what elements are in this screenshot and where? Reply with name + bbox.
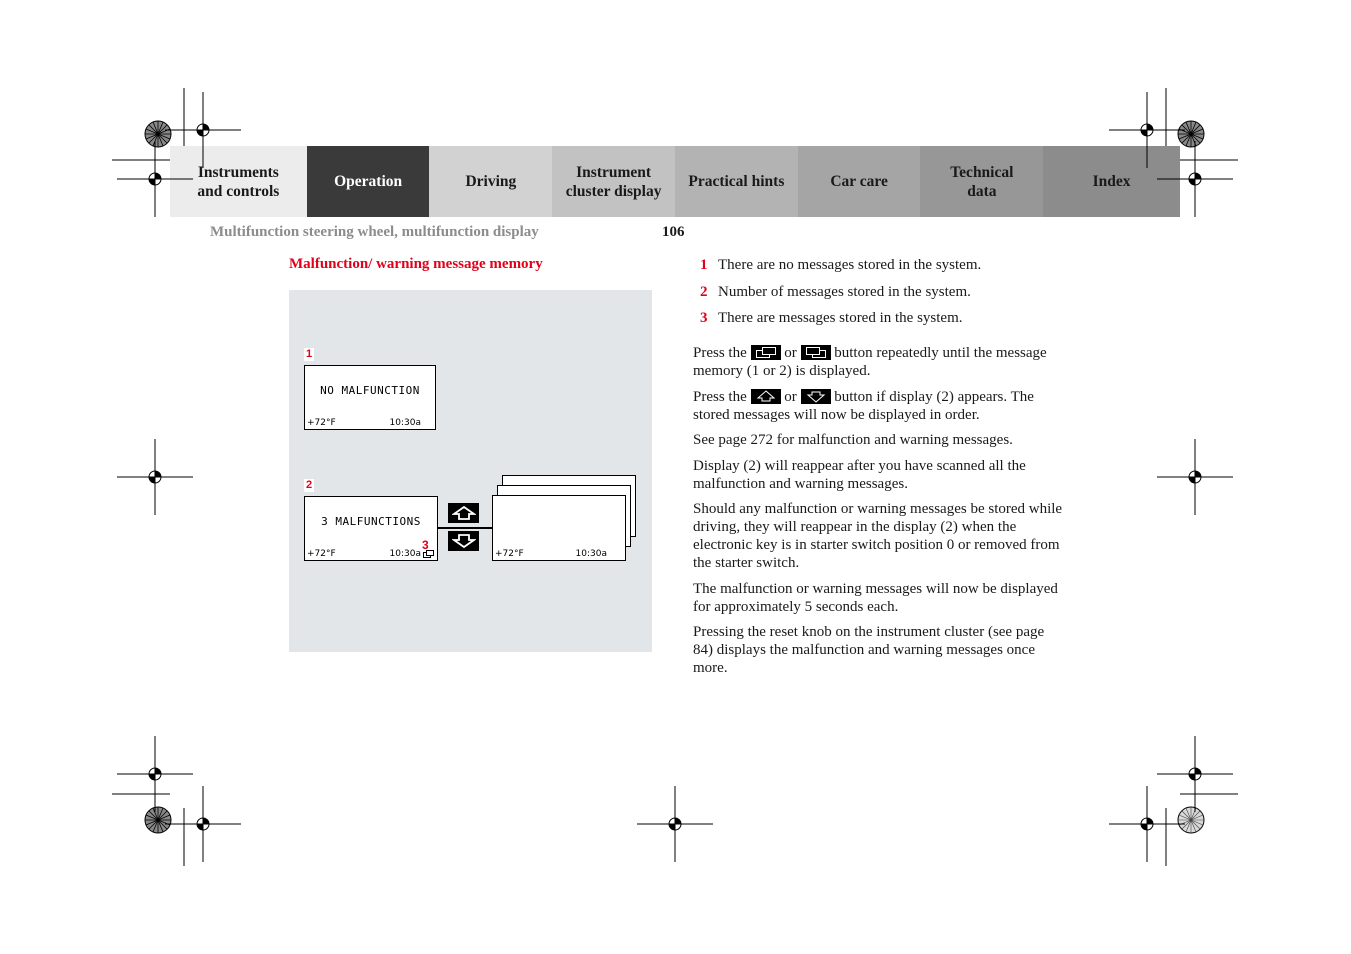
starburst-icon	[145, 121, 171, 147]
paragraph: The malfunction or warning messages will now be displayed for approximately 5 seconds each.	[693, 580, 1058, 615]
callout-3: 3	[422, 538, 429, 552]
text-run: or	[780, 388, 801, 405]
crosshair-icon	[1157, 439, 1233, 515]
text-run: or	[780, 345, 801, 361]
callout-1: 1	[305, 348, 313, 360]
paragraph: Should any malfunction or warning messages be stored while driving, they will reappear in the display (2) when the electronic key is in starter switch position 0 or removed from the starter switch.	[693, 501, 1063, 571]
clock: 10:30a	[389, 418, 421, 428]
tab-car-care[interactable]: Car care	[798, 146, 921, 217]
text-run: Press the	[693, 388, 751, 405]
paragraph: Pressing the reset knob on the instrument cluster (see page 84) displays the malfunction and warning messages once more.	[693, 624, 1045, 676]
legend-text: There are no messages stored in the system.	[718, 257, 982, 273]
clock: 10:30a	[575, 549, 607, 559]
starburst-icon	[1178, 121, 1204, 147]
outside-temperature: +72°F	[307, 418, 336, 428]
outside-temperature: +72°F	[495, 549, 524, 559]
paragraph: Display (2) will reappear after you have scanned all the malfunction and warning messages.	[693, 457, 1026, 492]
tab-technical-data[interactable]: Technical data	[920, 146, 1043, 217]
tab-instrument-cluster-display[interactable]: Instrument cluster display	[552, 146, 675, 217]
crosshair-icon	[165, 786, 241, 862]
tab-operation[interactable]: Operation	[307, 146, 430, 217]
text-run: Press the	[693, 345, 751, 361]
crosshair-icon	[637, 786, 713, 862]
callout-2: 2	[305, 479, 313, 491]
legend-number: 2	[700, 283, 708, 300]
crosshair-icon	[117, 439, 193, 515]
section-title: Malfunction/ warning message memory	[289, 256, 543, 272]
tab-driving[interactable]: Driving	[429, 146, 552, 217]
crosshair-icon	[1109, 92, 1185, 168]
crosshair-icon	[1109, 786, 1185, 862]
crosshair-icon	[117, 736, 193, 812]
text-run: button if display (2) appears. The stored messages will now be displayed in order.	[693, 388, 1034, 423]
display-message: 3 MALFUNCTIONS	[321, 515, 421, 528]
tab-index[interactable]: Index	[1043, 146, 1180, 217]
paragraph: See page 272 for malfunction and warning messages.	[693, 432, 1013, 448]
legend-text: There are messages stored in the system.	[718, 310, 963, 326]
legend-text: Number of messages stored in the system.	[718, 283, 971, 300]
display-message: NO MALFUNCTION	[320, 384, 420, 397]
text-run: button repeatedly until the message memory (1 or 2) is displayed.	[693, 345, 1047, 379]
legend-number: 1	[700, 257, 708, 273]
crosshair-icon	[1157, 736, 1233, 812]
tab-instruments-and-controls[interactable]: Instruments and controls	[170, 146, 307, 217]
crosshair-icon	[165, 92, 241, 168]
tab-practical-hints[interactable]: Practical hints	[675, 146, 798, 217]
starburst-icon	[145, 807, 171, 833]
starburst-icon	[1178, 807, 1204, 833]
clock: 10:30a	[389, 549, 421, 559]
outside-temperature: +72°F	[307, 549, 336, 559]
page-number: 106	[662, 224, 685, 240]
running-header: Multifunction steering wheel, multifunction display	[210, 224, 539, 240]
crosshair-icon	[1157, 141, 1233, 217]
crosshair-icon	[117, 141, 193, 217]
legend-number: 3	[700, 310, 708, 326]
